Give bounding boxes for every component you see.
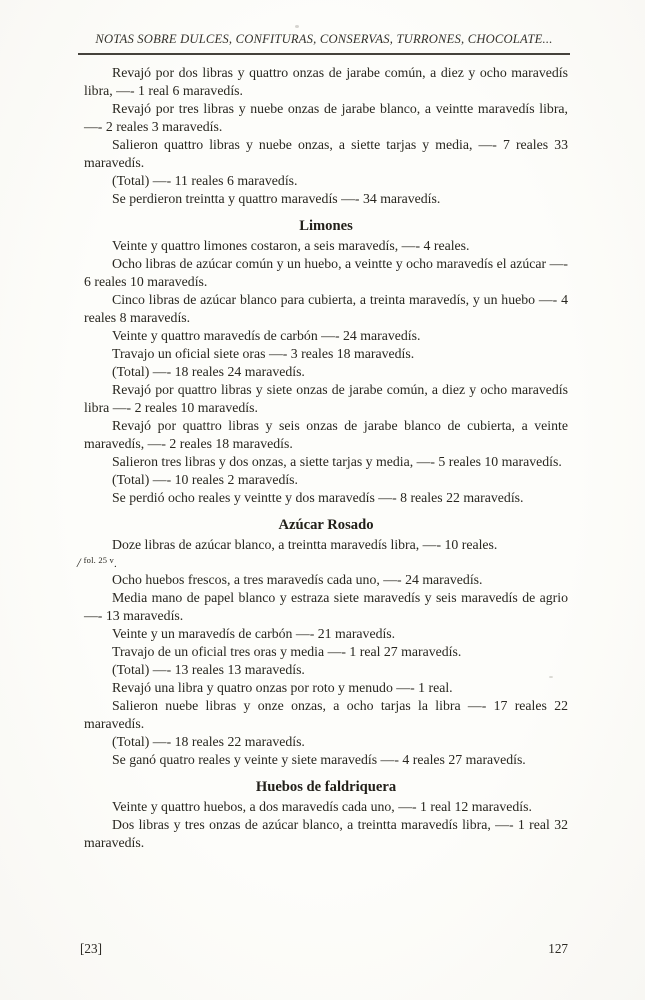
section-heading: Azúcar Rosado <box>278 517 374 533</box>
body-paragraph: (Total) —- 18 reales 22 maravedís. <box>112 734 305 749</box>
scan-speck <box>549 676 553 678</box>
body-paragraph: Veinte y quattro huebos, a dos maravedís cada uno, —- 1 real 12 maravedís. <box>112 799 532 814</box>
section-heading: Limones <box>299 218 353 234</box>
page-footer <box>80 941 568 957</box>
body-paragraph: Travajo de un oficial tres oras y media —- 1 real 27 maravedís. <box>112 644 462 659</box>
body-paragraph: Se perdieron treintta y quattro maravedís —- 34 maravedís. <box>112 191 441 206</box>
body-paragraph: Cinco libras de azúcar blanco para cubierta, a treinta maravedís, y un huebo —- 4 reales 8 maravedís. <box>84 292 568 325</box>
body-paragraph: Media mano de papel blanco y estraza siete maravedís y seis maravedís de agrio —- 13 maravedís. <box>84 590 568 623</box>
body-paragraph: Veinte y quattro maravedís de carbón —- 24 maravedís. <box>112 328 421 343</box>
body-paragraph: (Total) —- 10 reales 2 maravedís. <box>112 472 298 487</box>
body-paragraph: Travajo un oficial siete oras —- 3 reales 18 maravedís. <box>112 346 415 361</box>
signature-mark: [23] <box>80 941 102 956</box>
body-paragraph: Veinte y quattro limones costaron, a seis maravedís, —- 4 reales. <box>112 238 470 253</box>
body-paragraph: Ocho libras de azúcar común y un huebo, a veintte y ocho maravedís el azúcar —- 6 reales 10 maravedís. <box>84 256 568 289</box>
body-paragraph: Salieron tres libras y dos onzas, a siette tarjas y media, —- 5 reales 10 maravedís. <box>112 454 562 469</box>
page-body <box>77 64 568 852</box>
running-header-title: NOTAS SOBRE DULCES, CONFITURAS, CONSERVAS, TURRONES, CHOCOLATE... <box>95 32 553 46</box>
body-paragraph: Revajó por tres libras y nuebe onzas de jarabe blanco, a veintte maravedís libra, —- 2 reales 3 maravedís. <box>84 101 568 134</box>
body-paragraph: Dos libras y tres onzas de azúcar blanco, a treintta maravedís libra, —- 1 real 32 maravedís. <box>84 817 568 850</box>
body-paragraph: (Total) —- 13 reales 13 maravedís. <box>112 662 305 677</box>
folio-slash: / <box>77 555 81 570</box>
body-paragraph: (Total) —- 18 reales 24 maravedís. <box>112 364 305 379</box>
scan-speck <box>295 25 299 28</box>
page-number: 127 <box>548 941 568 956</box>
section-heading: Huebos de faldriquera <box>255 779 397 795</box>
body-paragraph: Revajó por dos libras y quattro onzas de jarabe común, a diez y ocho maravedís libra, —- 1 real 6 maravedís. <box>84 65 568 98</box>
body-paragraph: Revajó por quattro libras y seis onzas de jarabe blanco de cubierta, a veinte maravedís, —- 2 reales 18 maravedís. <box>84 418 568 451</box>
body-paragraph: (Total) —- 11 reales 6 maravedís. <box>112 173 298 188</box>
running-header <box>78 30 570 55</box>
body-paragraph: Se ganó quatro reales y veinte y siete maravedís —- 4 reales 27 maravedís. <box>112 752 526 767</box>
body-paragraph: Salieron nuebe libras y onze onzas, a ocho tarjas la libra —- 17 reales 22 maravedís. <box>84 698 568 731</box>
folio-note <box>77 554 568 571</box>
body-paragraph: Revajó una libra y quatro onzas por roto y menudo —- 1 real. <box>112 680 453 695</box>
body-paragraph: Revajó por quattro libras y siete onzas de jarabe común, a diez y ocho maravedís libra —- 2 reales 10 maravedís. <box>84 382 568 415</box>
body-paragraph: Veinte y un maravedís de carbón —- 21 maravedís. <box>112 626 396 641</box>
body-paragraph: Ocho huebos frescos, a tres maravedís cada uno, —- 24 maravedís. <box>112 572 483 587</box>
body-paragraph: Doze libras de azúcar blanco, a treintta maravedís libra, —- 10 reales. <box>112 537 498 552</box>
folio-period: . <box>114 558 117 570</box>
body-paragraph: Salieron quattro libras y nuebe onzas, a siette tarjas y media, —- 7 reales 33 maravedís. <box>84 137 568 170</box>
folio-reference: fol. 25 v <box>83 555 114 565</box>
body-paragraph: Se perdió ocho reales y veintte y dos maravedís —- 8 reales 22 maravedís. <box>112 490 524 505</box>
